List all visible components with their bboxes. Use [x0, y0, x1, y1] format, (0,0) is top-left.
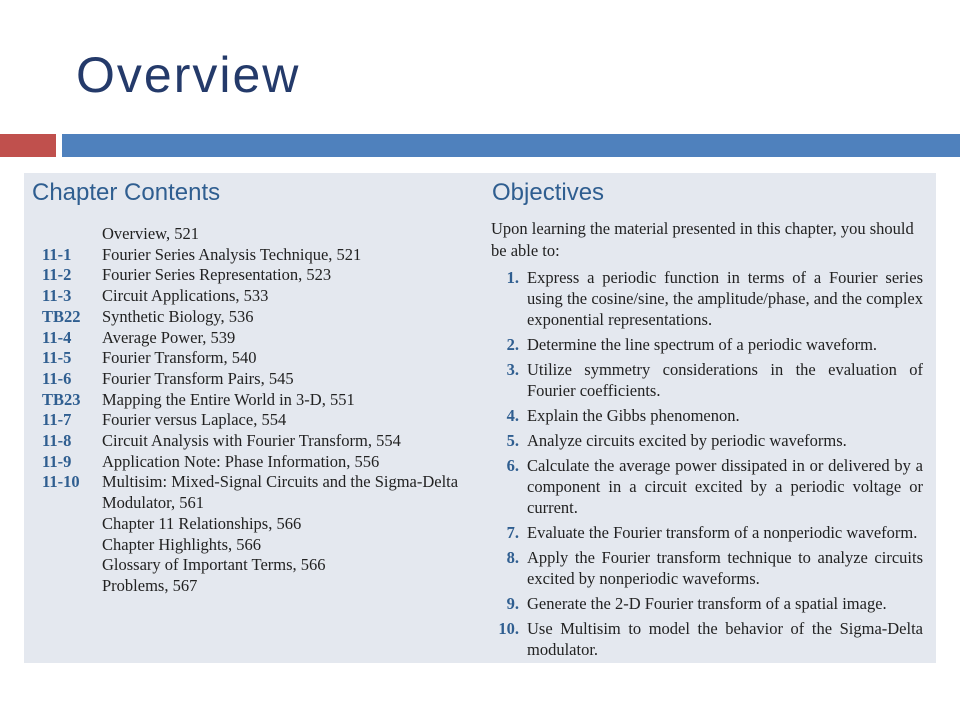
section-number: 11-8	[42, 431, 72, 451]
contents-item	[42, 245, 492, 266]
section-number: 11-10	[42, 472, 80, 492]
objective-number: 6.	[506, 456, 519, 475]
section-title: Chapter Highlights, 566	[102, 534, 262, 554]
section-title: Fourier Transform Pairs, 545	[102, 368, 294, 388]
objective-text: Evaluate the Fourier transform of a nonperiodic waveform.	[527, 523, 918, 542]
objective-number: 10.	[498, 619, 519, 638]
objective-item	[491, 430, 923, 451]
contents-item	[42, 472, 492, 513]
accent-bar-blue	[62, 134, 960, 157]
objectives-heading: Objectives	[492, 179, 605, 206]
contents-item	[42, 369, 492, 390]
objective-number: 5.	[506, 431, 519, 450]
objective-text: Utilize symmetry considerations in the evaluation of Fourier coefficients.	[527, 360, 923, 400]
objective-number: 7.	[506, 523, 519, 542]
contents-item	[42, 431, 492, 452]
section-title: Fourier versus Laplace, 554	[102, 410, 287, 430]
contents-item	[42, 224, 492, 245]
contents-item	[42, 452, 492, 473]
section-title: Overview, 521	[102, 224, 199, 243]
contents-item	[42, 390, 492, 411]
contents-item	[42, 286, 492, 307]
section-title: Multisim: Mixed-Signal Circuits and the Sigma-Delta Modulator, 561	[102, 472, 459, 513]
objective-number: 8.	[506, 548, 519, 567]
objective-text: Generate the 2-D Fourier transform of a spatial image.	[527, 594, 887, 613]
section-title: Problems, 567	[102, 575, 198, 595]
contents-item	[42, 307, 492, 328]
contents-item	[42, 535, 492, 556]
section-number	[42, 514, 102, 535]
section-title: Glossary of Important Terms, 566	[102, 555, 326, 575]
section-number: 11-4	[42, 327, 72, 347]
objective-item	[491, 405, 923, 426]
objective-item	[491, 267, 923, 330]
section-title: Fourier Transform, 540	[102, 348, 257, 368]
objectives-intro: Upon learning the material presented in this chapter, you should be able to:	[491, 219, 914, 260]
objective-item	[491, 455, 923, 518]
objective-text: Determine the line spectrum of a periodic waveform.	[527, 335, 878, 354]
objective-number: 1.	[506, 268, 519, 287]
section-title: Fourier Series Representation, 523	[102, 265, 332, 285]
section-number: 11-9	[42, 451, 72, 471]
objective-text: Express a periodic function in terms of a Fourier series using the cosine/sine, the amplitude/phase, and the complex exponential representations.	[527, 268, 923, 329]
objective-number: 3.	[506, 360, 519, 379]
section-number: TB22	[42, 306, 81, 326]
objective-item	[491, 618, 923, 660]
objectives-list	[491, 267, 923, 664]
section-title: Chapter 11 Relationships, 566	[102, 513, 302, 533]
objective-number: 2.	[506, 335, 519, 354]
section-title: Synthetic Biology, 536	[102, 306, 254, 326]
chapter-contents-list	[42, 224, 492, 597]
objective-item	[491, 547, 923, 589]
section-number	[42, 576, 102, 597]
section-number: 11-7	[42, 410, 72, 430]
section-title: Average Power, 539	[102, 327, 236, 347]
objective-text: Apply the Fourier transform technique to analyze circuits excited by nonperiodic waveforms.	[527, 548, 923, 588]
section-number: TB23	[42, 389, 81, 409]
objective-item	[491, 359, 923, 401]
objective-item	[491, 522, 923, 543]
contents-item	[42, 576, 492, 597]
section-title: Application Note: Phase Information, 556	[102, 451, 380, 471]
objective-text: Analyze circuits excited by periodic waveforms.	[527, 431, 847, 450]
section-title: Circuit Applications, 533	[102, 286, 269, 306]
objective-item	[491, 334, 923, 355]
contents-item	[42, 514, 492, 535]
objective-text: Explain the Gibbs phenomenon.	[527, 406, 740, 425]
section-number: 11-2	[42, 265, 72, 285]
contents-item	[42, 410, 492, 431]
section-number: 11-5	[42, 348, 72, 368]
section-title: Circuit Analysis with Fourier Transform, 554	[102, 431, 401, 451]
chapter-contents-heading: Chapter Contents	[32, 179, 221, 206]
contents-item	[42, 328, 492, 349]
objective-item	[491, 593, 923, 614]
accent-bar-red	[0, 134, 56, 157]
slide-title: Overview	[76, 47, 301, 103]
objective-number: 4.	[506, 406, 519, 425]
objective-text: Use Multisim to model the behavior of the Sigma-Delta modulator.	[527, 619, 923, 659]
contents-item	[42, 348, 492, 369]
section-number	[42, 535, 102, 556]
objective-text: Calculate the average power dissipated in or delivered by a component in a circuit excited by a periodic voltage or current.	[527, 456, 923, 517]
contents-item	[42, 555, 492, 576]
section-number: 11-3	[42, 286, 72, 306]
section-title: Fourier Series Analysis Technique, 521	[102, 244, 362, 264]
section-title: Mapping the Entire World in 3-D, 551	[102, 389, 355, 409]
objective-number: 9.	[506, 594, 519, 613]
section-number: 11-1	[42, 244, 72, 264]
contents-item	[42, 265, 492, 286]
section-number	[42, 555, 102, 576]
section-number: 11-6	[42, 368, 72, 388]
section-number	[42, 224, 102, 245]
